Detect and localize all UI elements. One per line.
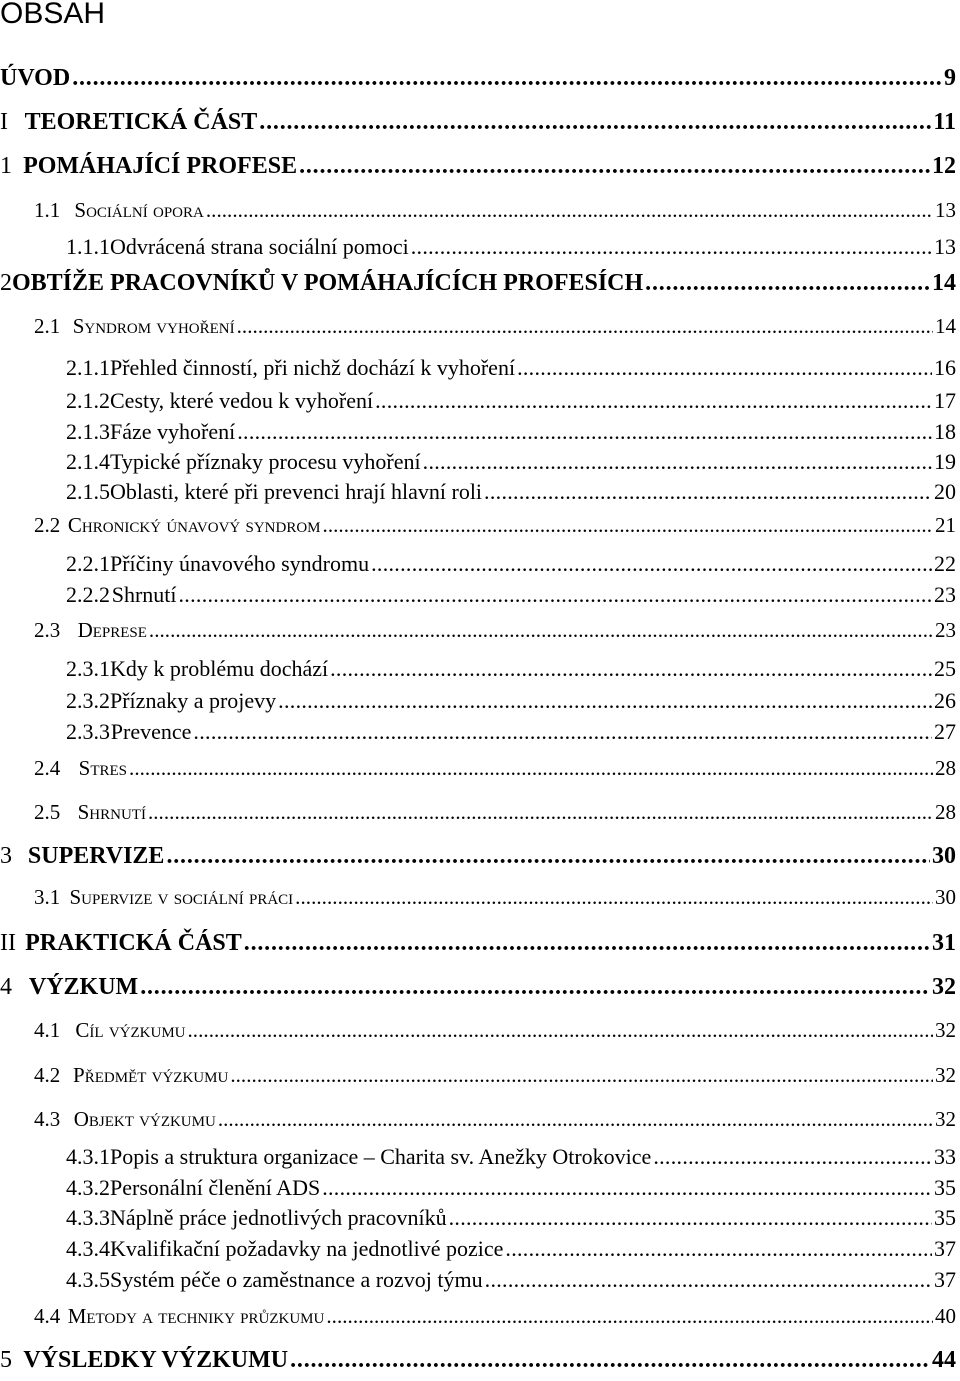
toc-entry-title: Personální členění ADS [110,1175,321,1200]
toc-dot-leader [237,419,932,445]
toc-dot-leader [295,885,933,910]
toc-entry[interactable] [0,355,956,389]
toc-entry-page-number: 14 [932,270,956,296]
toc-entry[interactable] [0,719,956,753]
toc-entry-page-number: 31 [932,930,956,956]
toc-entry-page-number: 30 [932,843,956,869]
toc-entry-title: Typické příznaky procesu vyhoření [110,449,421,474]
toc-entry-title: Deprese [77,618,147,642]
toc-entry-number: 2 [0,270,12,296]
toc-dot-leader [375,388,932,414]
toc-entry-number: 2.1.1 [66,355,110,380]
toc-dot-leader [371,551,932,577]
toc-entry-title: Cíl výzkumu [75,1018,186,1042]
toc-entry-number: 4.3.5 [66,1267,110,1292]
toc-entry-page-number: 18 [934,419,956,444]
toc-entry-title: Fáze vyhoření [110,419,236,444]
toc-entry-page-number: 28 [935,756,956,780]
toc-entry-number: 2.2.1 [66,551,110,576]
toc-entry-number: 3.1 [34,885,61,909]
toc-entry[interactable] [0,551,956,585]
toc-entry[interactable] [0,930,956,964]
toc-dot-leader [244,930,930,957]
toc-entry-page-number: 30 [935,885,956,909]
toc-entry-number: 2.5 [34,800,61,824]
toc-entry[interactable] [0,1304,956,1338]
toc-entry[interactable] [0,1144,956,1178]
toc-entry-number: 2.3.3 [66,719,110,744]
toc-entry[interactable] [0,1267,956,1301]
toc-entry-number: 4.3.4 [66,1236,110,1261]
toc-dot-leader [140,974,930,1001]
toc-entry[interactable] [0,756,956,790]
toc-entry-page-number: 13 [935,198,956,222]
toc-entry-page-number: 17 [934,388,956,413]
toc-entry[interactable] [0,1063,956,1097]
toc-dot-leader [149,618,933,643]
toc-entry-title: Syndrom vyhoření [72,314,235,338]
toc-dot-leader [259,109,931,136]
toc-entry-title: Kvalifikační požadavky na jednotlivé pozice [110,1236,504,1261]
toc-entry-title: Přehled činností, při nichž dochází k vyhoření [110,355,516,380]
toc-entry-number: 4.3.3 [66,1205,110,1230]
toc-dot-leader [206,198,933,223]
toc-entry-page-number: 37 [934,1236,956,1261]
toc-entry[interactable] [0,1018,956,1052]
toc-dot-leader [322,1175,932,1201]
toc-entry-title: Cesty, které vedou k vyhoření [110,388,374,413]
toc-entry-page-number: 28 [935,800,956,824]
toc-dot-leader [517,355,932,381]
toc-entry-page-number: 22 [934,551,956,576]
toc-entry-title: Shrnutí [77,800,146,824]
toc-entry-title: Náplně práce jednotlivých pracovníků [110,1205,447,1230]
toc-entry-page-number: 27 [934,719,956,744]
toc-entry[interactable] [0,479,956,513]
toc-entry-page-number: 32 [935,1107,956,1131]
toc-dot-leader [278,688,932,714]
toc-entry-number: 4 [0,974,12,1000]
toc-entry-title: PRAKTICKÁ ČÁST [25,930,242,956]
toc-entry-number: 2.1 [34,314,61,338]
toc-entry-number: 4.3.1 [66,1144,110,1169]
toc-entry-title: VÝSLEDKY VÝZKUMU [23,1347,289,1373]
toc-entry-number: 4.1 [34,1018,61,1042]
toc-entry-page-number: 12 [932,153,956,179]
toc-entry-page-number: 23 [935,618,956,642]
toc-entry-title: Příznaky a projevy [110,688,277,713]
toc-entry-title: TEORETICKÁ ČÁST [24,109,258,135]
toc-entry-title: Popis a struktura organizace – Charita sv. Anežky Otrokovice [110,1144,652,1169]
toc-dot-leader [485,1267,932,1293]
toc-dot-leader [505,1236,932,1262]
toc-entry-number: 1.1.1 [66,234,110,259]
toc-entry-page-number: 35 [934,1205,956,1230]
toc-entry-page-number: 37 [934,1267,956,1292]
toc-entry-number: 2.2 [34,513,61,537]
toc-entry-title: Chronický únavový syndrom [67,513,321,537]
toc-dot-leader [423,449,932,475]
toc-entry-title: OBTÍŽE PRACOVNÍKŮ V POMÁHAJÍCÍCH PROFESÍCH [12,270,644,296]
toc-dot-leader [148,800,933,825]
toc-dot-leader [230,1063,933,1088]
toc-entry-title: Kdy k problému dochází [110,656,329,681]
toc-entry-title: Odvrácená strana sociální pomoci [110,234,409,259]
toc-entry[interactable] [0,800,956,834]
toc-entry-number: 2.3 [34,618,61,642]
toc-entry-title: SUPERVIZE [27,843,165,869]
toc-dot-leader [645,270,930,297]
toc-entry-title: Systém péče o zaměstnance a rozvoj týmu [110,1267,483,1292]
toc-entry-number: 4.2 [34,1063,61,1087]
toc-entry-page-number: 26 [934,688,956,713]
toc-entry-page-number: 11 [933,109,956,135]
toc-entry-title: Supervize v sociální práci [69,885,294,909]
toc-entry-number: 1.1 [34,198,61,222]
toc-entry[interactable] [0,419,956,453]
toc-entry-number: II [0,930,16,956]
toc-entry-title: Předmět výzkumu [73,1063,229,1087]
toc-entry-title: Metody a techniky průzkumu [67,1304,325,1328]
toc-entry-number: 2.3.1 [66,656,110,681]
toc-entry-title: Objekt výzkumu [73,1107,216,1131]
toc-entry[interactable] [0,388,956,422]
toc-entry[interactable] [0,1236,956,1270]
toc-entry[interactable] [0,1107,956,1141]
toc-entry-title: Oblasti, které při prevenci hrají hlavní roli [110,479,483,504]
toc-entry-page-number: 25 [934,656,956,681]
toc-entry-title: POMÁHAJÍCÍ PROFESE [23,153,298,179]
toc-entry-number: 4.3.2 [66,1175,110,1200]
toc-entry-title: Sociální opora [74,198,204,222]
toc-dot-leader [323,513,933,538]
toc-entry-page-number: 14 [935,314,956,338]
toc-dot-leader [330,656,932,682]
toc-entry[interactable] [0,198,956,232]
toc-dot-leader [166,843,930,870]
toc-entry-number: 2.1.5 [66,479,110,504]
toc-dot-leader [188,1018,934,1043]
toc-entry[interactable] [0,1175,956,1209]
toc-dot-leader [653,1144,932,1170]
toc-entry-page-number: 19 [934,449,956,474]
toc-dot-leader [72,65,942,92]
toc-entry[interactable] [0,1347,956,1381]
toc-entry[interactable] [0,618,956,652]
toc-dot-leader [484,479,932,505]
toc-entry-page-number: 21 [935,513,956,537]
toc-entry-number: 2.1.4 [66,449,110,474]
toc-entry[interactable] [0,153,956,187]
toc-entry[interactable] [0,582,956,616]
toc-entry-title: VÝZKUM [28,974,139,1000]
toc-entry-title: Příčiny únavového syndromu [110,551,370,576]
toc-entry-number: 2.3.2 [66,688,110,713]
toc-entry[interactable] [0,974,956,1008]
toc-dot-leader [179,582,933,608]
toc-entry[interactable] [0,885,956,919]
toc-dot-leader [326,1304,933,1329]
toc-entry-title: ÚVOD [0,65,71,91]
toc-entry[interactable] [0,234,956,268]
toc-entry-page-number: 35 [934,1175,956,1200]
toc-dot-leader [290,1347,930,1374]
toc-entry[interactable] [0,1205,956,1239]
toc-entry[interactable] [0,65,956,99]
toc-entry[interactable] [0,270,956,304]
toc-entry-title: Shrnutí [111,582,177,607]
toc-entry-number: 2.1.3 [66,419,110,444]
toc-entry-page-number: 33 [934,1144,956,1169]
toc-entry-number: 2.1.2 [66,388,110,413]
toc-entry-title: Prevence [110,719,192,744]
toc-entry-number: 4.3 [34,1107,61,1131]
toc-dot-leader [218,1107,933,1132]
toc-entry-number: I [0,109,8,135]
toc-entry[interactable] [0,688,956,722]
toc-entry[interactable] [0,513,956,547]
toc-dot-leader [237,314,933,339]
toc-entry-page-number: 13 [934,234,956,259]
toc-entry[interactable] [0,843,956,877]
toc-entry-page-number: 40 [935,1304,956,1328]
toc-dot-leader [299,153,930,180]
toc-entry[interactable] [0,314,956,348]
toc-entry-page-number: 44 [932,1347,956,1373]
toc-entry-page-number: 23 [934,582,956,607]
page-title: OBSAH [0,0,106,30]
toc-dot-leader [129,756,933,781]
toc-entry-number: 2.4 [34,756,61,780]
toc-entry-number: 5 [0,1347,12,1373]
toc-entry-page-number: 32 [935,1018,956,1042]
toc-entry-page-number: 32 [935,1063,956,1087]
toc-dot-leader [411,234,932,260]
toc-entry-page-number: 32 [932,974,956,1000]
toc-entry-page-number: 16 [934,355,956,380]
toc-entry-title: Stres [78,756,128,780]
toc-entry[interactable] [0,656,956,690]
toc-entry-page-number: 20 [934,479,956,504]
toc-dot-leader [449,1205,932,1231]
toc-entry[interactable] [0,109,956,143]
toc-entry-number: 4.4 [34,1304,61,1328]
toc-entry-page-number: 9 [944,65,956,91]
toc-entry-number: 3 [0,843,12,869]
toc-entry[interactable] [0,449,956,483]
toc-entry-number: 1 [0,153,12,179]
toc-dot-leader [193,719,932,745]
toc-entry-number: 2.2.2 [66,582,110,607]
